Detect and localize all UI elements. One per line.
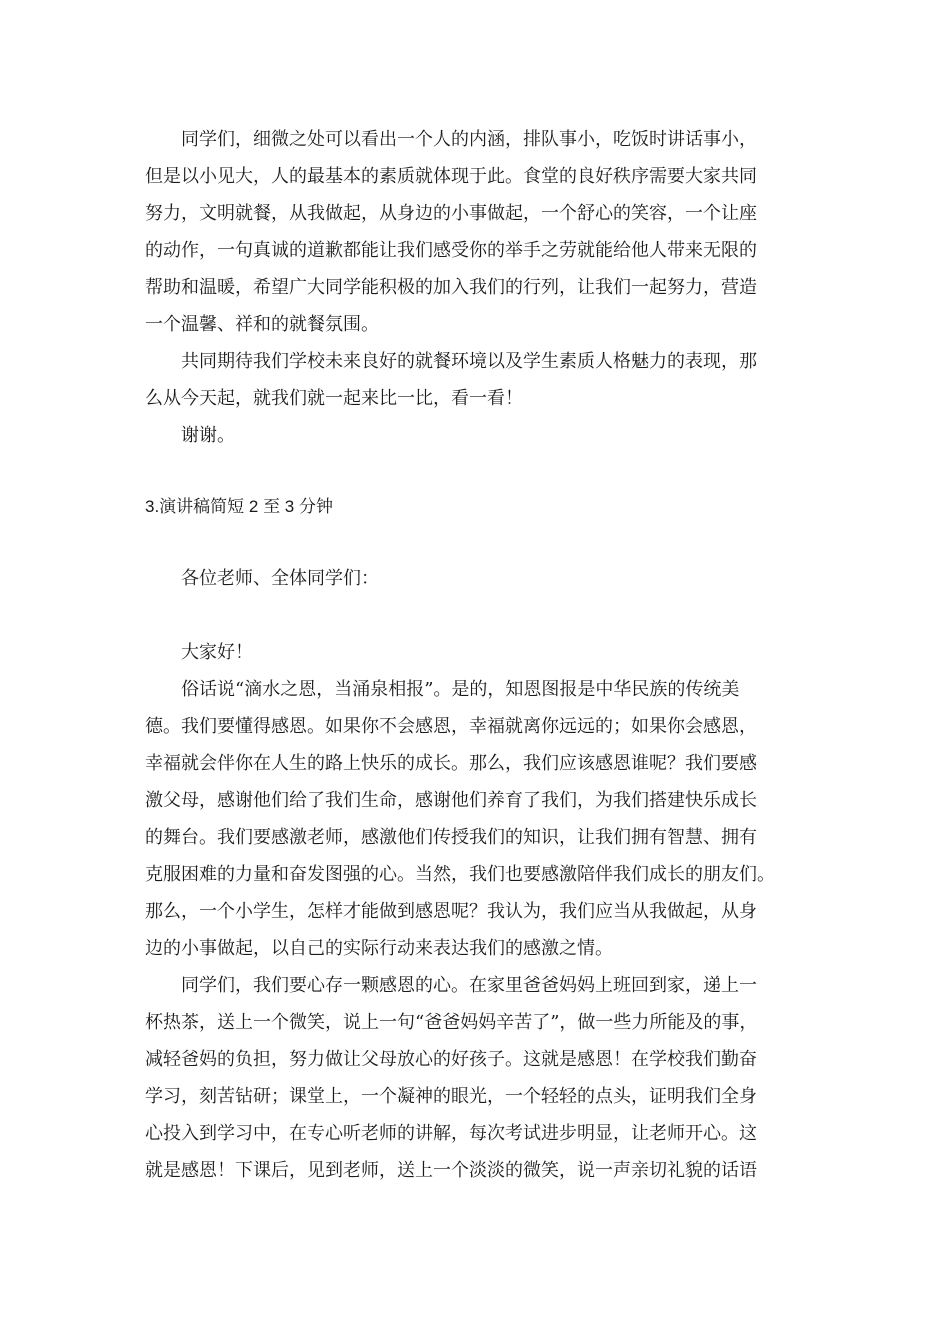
text-line: 努力，文明就餐，从我做起，从身边的小事做起，一个舒心的笑容，一个让座 — [145, 203, 757, 224]
greeting: 大家好！ — [181, 642, 253, 663]
text-line: 边的小事做起，以自己的实际行动来表达我们的感激之情。 — [145, 938, 613, 959]
text-line: 就是感恩！下课后，见到老师，送上一个淡淡的微笑，说一声亲切礼貌的话语 — [145, 1160, 757, 1181]
text-line: 那么，一个小学生，怎样才能做到感恩呢？我认为，我们应当从我做起，从身 — [145, 901, 757, 922]
text-line: 学习，刻苦钻研；课堂上，一个凝神的眼光，一个轻轻的点头，证明我们全身 — [145, 1086, 757, 1107]
text-line: 同学们，我们要心存一颗感恩的心。在家里爸爸妈妈上班回到家，递上一 — [181, 975, 757, 996]
text-line: 减轻爸妈的负担，努力做让父母放心的好孩子。这就是感恩！在学校我们勤奋 — [145, 1049, 757, 1070]
text-line: 共同期待我们学校未来良好的就餐环境以及学生素质人格魅力的表现，那 — [181, 351, 757, 372]
text-line: 的动作，一句真诚的道歉都能让我们感受你的举手之劳就能给他人带来无限的 — [145, 240, 757, 261]
text-line: 但是以小见大，人的最基本的素质就体现于此。食堂的良好秩序需要大家共同 — [145, 166, 757, 187]
text-line: 一个温馨、祥和的就餐氛围。 — [145, 314, 379, 335]
text-line: 谢谢。 — [181, 425, 235, 446]
text-line: 克服困难的力量和奋发图强的心。当然，我们也要感激陪伴我们成长的朋友们。 — [145, 864, 775, 885]
salutation: 各位老师、全体同学们： — [181, 568, 379, 589]
text-line: 么从今天起，就我们就一起来比一比，看一看！ — [145, 388, 523, 409]
text-line: 幸福就会伴你在人生的路上快乐的成长。那么，我们应该感恩谁呢？我们要感 — [145, 753, 757, 774]
text-line: 的舞台。我们要感激老师，感激他们传授我们的知识，让我们拥有智慧、拥有 — [145, 827, 757, 848]
text-line: 帮助和温暖，希望广大同学能积极的加入我们的行列，让我们一起努力，营造 — [145, 277, 757, 298]
text-line: 同学们，细微之处可以看出一个人的内涵，排队事小，吃饭时讲话事小， — [181, 129, 757, 150]
text-line: 心投入到学习中，在专心听老师的讲解，每次考试进步明显，让老师开心。这 — [145, 1123, 757, 1144]
text-line: 杯热茶，送上一个微笑，说上一句“爸爸妈妈辛苦了”，做一些力所能及的事， — [145, 1012, 758, 1033]
text-line: 德。我们要懂得感恩。如果你不会感恩，幸福就离你远远的；如果你会感恩， — [145, 716, 757, 737]
text-line: 俗话说“滴水之恩，当涌泉相报”。是的，知恩图报是中华民族的传统美 — [181, 679, 740, 700]
section-heading: 3.演讲稿简短 2 至 3 分钟 — [145, 497, 333, 516]
text-line: 激父母，感谢他们给了我们生命，感谢他们养育了我们，为我们搭建快乐成长 — [145, 790, 757, 811]
